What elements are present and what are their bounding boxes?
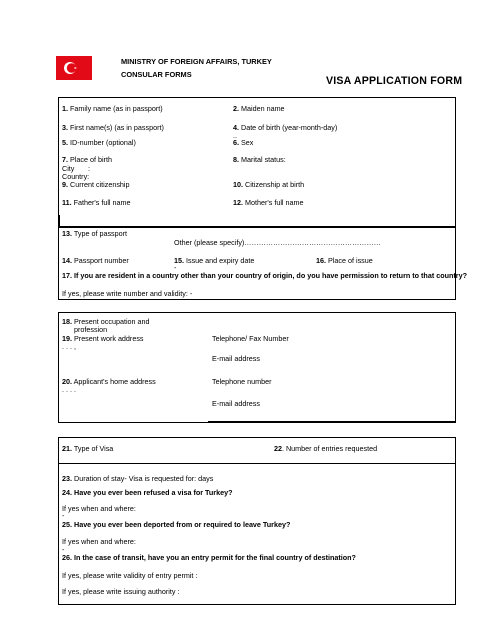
consular-forms-label: CONSULAR FORMS <box>121 70 192 79</box>
field-12-label: 12. Mother's full name <box>233 198 304 207</box>
field-10-label: 10. Citizenship at birth <box>233 180 305 189</box>
field-7-label: 7. Place of birth <box>62 155 112 164</box>
field-26-label: 26. In the case of transit, have you an entry permit for the final country of destination? <box>62 553 356 562</box>
field-4-dots: .. <box>233 131 237 140</box>
field-20-dots: . . . . <box>62 385 76 394</box>
issuing-authority: If yes, please write issuing authority : <box>62 587 180 596</box>
field-24-label: 24. Have you ever been refused a visa for Turkey? <box>62 488 233 497</box>
field-25-dash: - <box>62 545 65 554</box>
entry-permit-validity: If yes, please write validity of entry permit : <box>62 571 198 580</box>
field-5-label: 5. ID-number (optional) <box>62 138 136 147</box>
field-23-label: 23. Duration of stay- Visa is requested for: days <box>62 474 214 483</box>
field-19-label: 19. Present work address <box>62 334 144 343</box>
field-24-if-yes: If yes when and where: <box>62 504 136 513</box>
field-7-city: City <box>62 164 75 173</box>
field-15-dash: - <box>174 263 177 272</box>
email-label-2: E-mail address <box>212 399 260 408</box>
field-21-label: 21. Type of Visa <box>62 444 114 453</box>
field-16-label: 16. Place of issue <box>316 256 373 265</box>
field-4-label: 4. Date of birth (year-month-day) <box>233 123 338 132</box>
field-17-if-yes: If yes, please write number and validity: - <box>62 289 193 298</box>
email-label-1: E-mail address <box>212 354 260 363</box>
field-25-label: 25. Have you ever been deported from or required to leave Turkey? <box>62 520 291 529</box>
turkish-flag <box>56 56 92 80</box>
field-2-label: 2. Maiden name <box>233 104 285 113</box>
field-18-label-2: profession <box>74 325 108 334</box>
field-13-label: 13. Type of passport <box>62 229 128 238</box>
field-22-label: 22. Number of entries requested <box>274 444 378 453</box>
other-passport-type: Other (please specify)………………………………………………… <box>174 238 381 247</box>
field-18-label: 18. Present occupation and <box>62 317 150 326</box>
field-7-city-colon: : <box>88 164 90 173</box>
field-20-label: 20. Applicant's home address <box>62 377 156 386</box>
field-17-label: 17. If you are resident in a country other than your country of origin, do you have permission to return to that country? <box>62 271 467 280</box>
field-11-label: 11. Father's full name <box>62 198 131 207</box>
field-19-dots: . . . , <box>62 342 76 351</box>
field-25-if-yes: If yes when and where: <box>62 537 136 546</box>
telephone-label: Telephone number <box>212 377 272 386</box>
field-8-label: 8. Marital status: <box>233 155 286 164</box>
field-9-label: 9. Current citizenship <box>62 180 130 189</box>
field-1-label: 1. Family name (as in passport) <box>62 104 163 113</box>
field-24-dash: - <box>62 511 65 520</box>
field-3-label: 3. First name(s) (as in passport) <box>62 123 164 132</box>
telephone-fax-label: Telephone/ Fax Number <box>212 334 289 343</box>
field-14-label: 14. Passport number <box>62 256 129 265</box>
field-15-label: 15. Issue and expiry date <box>174 256 255 265</box>
field-6-label: 6. Sex <box>233 138 254 147</box>
form-title: VISA APPLICATION FORM <box>326 75 463 87</box>
section-4-divider <box>58 463 456 464</box>
crescent-star-icon <box>56 56 92 80</box>
section-3-bottom-rule <box>208 421 456 423</box>
ministry-name: MINISTRY OF FOREIGN AFFAIRS, TURKEY <box>121 57 272 66</box>
field-7-country: Country: <box>62 172 90 181</box>
